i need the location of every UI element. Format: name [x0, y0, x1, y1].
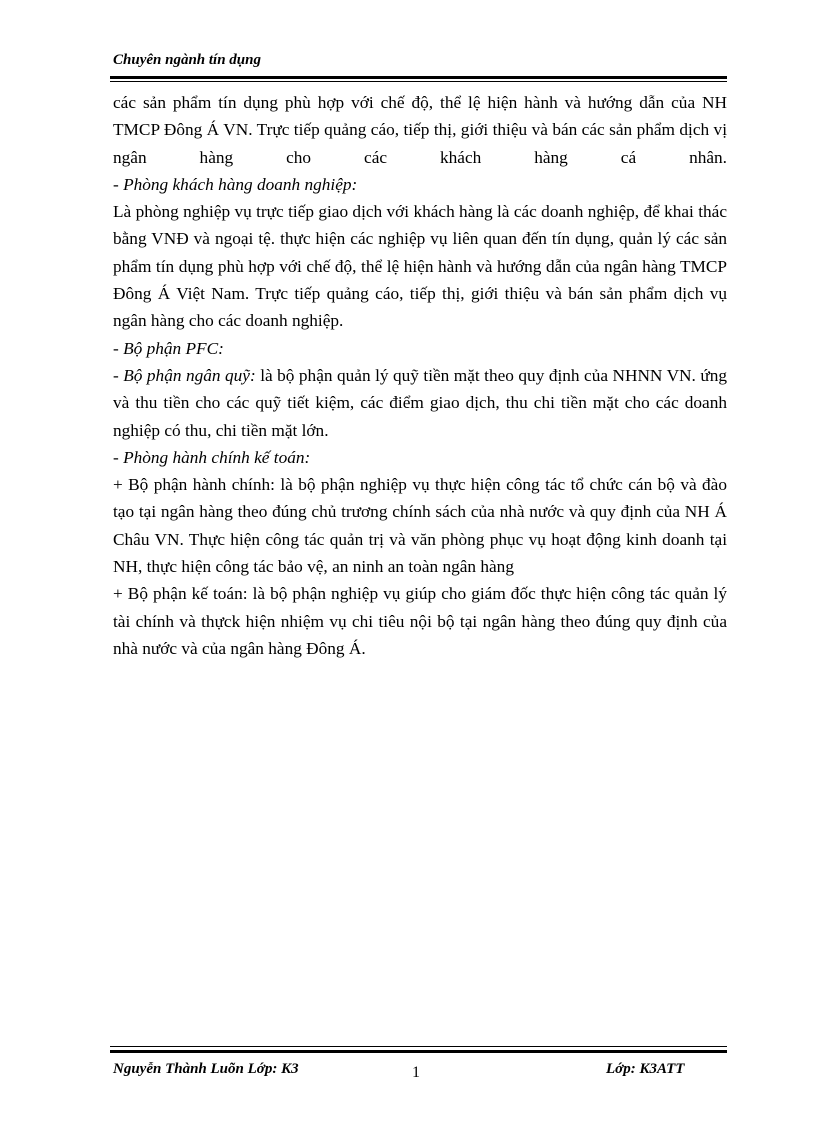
section-heading-text: - Phòng khách hàng doanh nghiệp:: [113, 174, 358, 194]
paragraph-text: + Bộ phận kế toán: là bộ phận nghiệp vụ giúp cho giám đốc thực hiện công tác quản lý tài chính và thựck hiện nhiệm vụ chi tiêu nội bộ tại ngân hàng theo đúng quy định của nhà nước và của ngân hàng Đông Á.: [113, 584, 727, 658]
header-rule-thin: [110, 81, 727, 82]
section-heading: [113, 171, 727, 198]
header-rule-thick: [110, 76, 727, 79]
paragraph: [113, 362, 727, 444]
section-heading: [113, 335, 727, 362]
paragraph: [113, 580, 727, 662]
footer-author: Nguyễn Thành Luõn Lớp: K3: [113, 1061, 299, 1077]
paragraph-text: Là phòng nghiệp vụ trực tiếp giao dịch với khách hàng là các doanh nghiệp, để khai thác bằng VNĐ và ngoại tệ. thực hiện các nghiệp vụ liên quan đến tín dụng, quản lý các sản phẩm tín dụng phù hợp với chế độ, thể lệ hiện hành và hướng dẫn của ngân hàng TMCP Đông Á Việt Nam. Trực tiếp quảng cáo, tiếp thị, giới thiệu và bán sản phẩm dịch vụ ngân hàng cho các doanh nghiệp.: [113, 202, 727, 331]
paragraph: [113, 198, 727, 334]
paragraph: [113, 471, 727, 580]
paragraph: [113, 89, 727, 171]
footer-rule-thick: [110, 1050, 727, 1053]
section-heading: [113, 444, 727, 471]
footer-rule-thin: [110, 1046, 727, 1047]
paragraph-text: + Bộ phận hành chính: là bộ phận nghiệp vụ thực hiện công tác tổ chức cán bộ và đào tạo tại ngân hàng theo đúng chủ trương chính sách của nhà nước và quy định của NH Á Châu VN. Thực hiện công tác quản trị và văn phòng phục vụ hoạt động kinh doanh tại NH, thực hiện công tác bảo vệ, an ninh an toàn ngân hàng: [113, 475, 727, 577]
section-heading-text: - Bộ phận PFC:: [113, 338, 224, 358]
page-number: 1: [412, 1064, 420, 1081]
header-title: Chuyên ngành tín dụng: [113, 52, 261, 68]
paragraph-text: là bộ phận quản lý quỹ tiền mặt theo quy định của NHNN VN. ứng và thu tiền cho các quỹ tiết kiệm, các điểm giao dịch, thu chi tiền mặt cho các doanh nghiệp có thu, chi tiền mặt lớn.: [113, 365, 727, 440]
section-heading-text: - Phòng hành chính kế toán:: [113, 447, 311, 467]
paragraph-text: các sản phẩm tín dụng phù hợp với chế độ, thể lệ hiện hành và hướng dẫn của NH TMCP Đông Á VN. Trực tiếp quảng cáo, tiếp thị, giới thiệu và bán các sản phẩm dịch vị ngân hàng cho các khách hàng cá nhân.: [113, 93, 727, 167]
section-heading-text: - Bộ phận ngân quỹ:: [113, 365, 256, 385]
document-body: [113, 89, 727, 662]
footer-class: Lớp: K3ATT: [606, 1061, 685, 1077]
